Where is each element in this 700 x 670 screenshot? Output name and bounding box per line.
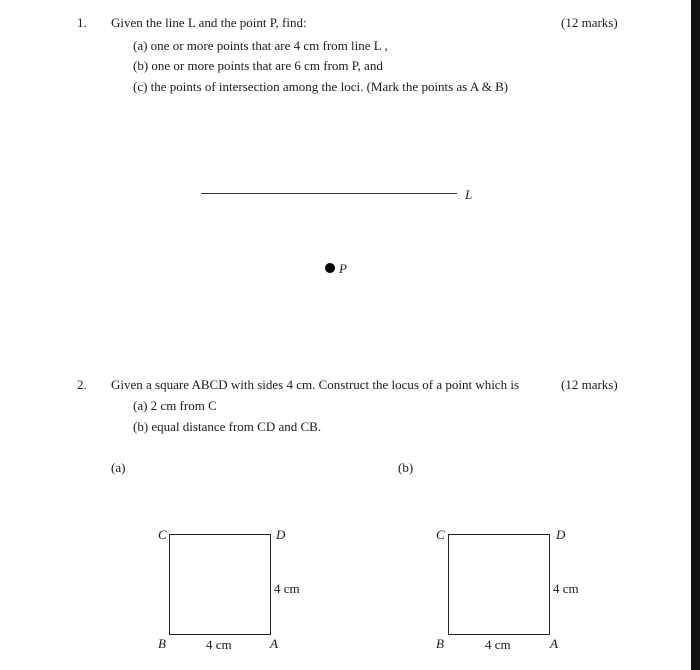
square-abcd-a — [169, 534, 271, 635]
line-l-label: L — [465, 187, 473, 202]
vertex-b-a: B — [158, 636, 166, 651]
vertex-b-b: B — [436, 636, 444, 651]
point-p — [325, 263, 335, 273]
q1-part-a: (a) one or more points that are 4 cm from line L , — [133, 38, 388, 53]
q1-part-c: (c) the points of intersection among the loci. (Mark the points as A & B) — [133, 79, 509, 94]
figure-a-label: (a) — [111, 460, 126, 475]
q1-part-b: (b) one or more points that are 6 cm from P, and — [133, 58, 383, 73]
square-abcd-b — [448, 534, 550, 635]
q2-part-a: (a) 2 cm from C — [133, 398, 217, 413]
q2-number: 2. — [77, 377, 87, 392]
vertex-a-b: A — [550, 636, 558, 651]
side-length-bottom-a: 4 cm — [206, 637, 232, 652]
vertex-d-a: D — [276, 527, 286, 542]
vertex-c-b: C — [436, 527, 445, 542]
vertex-c-a: C — [158, 527, 167, 542]
vertex-a-a: A — [270, 636, 278, 651]
point-p-label: P — [339, 261, 347, 276]
q1-marks: (12 marks) — [561, 15, 618, 30]
line-l — [201, 193, 457, 194]
vertex-d-b: D — [556, 527, 566, 542]
q1-stem: Given the line L and the point P, find: — [111, 15, 307, 30]
q2-marks: (12 marks) — [561, 377, 618, 392]
side-length-bottom-b: 4 cm — [485, 637, 511, 652]
right-edge-border — [691, 0, 700, 670]
figure-b-label: (b) — [398, 460, 414, 475]
q1-number: 1. — [77, 15, 87, 30]
q2-part-b: (b) equal distance from CD and CB. — [133, 419, 322, 434]
side-length-right-b: 4 cm — [553, 581, 579, 596]
side-length-right-a: 4 cm — [274, 581, 300, 596]
q2-stem: Given a square ABCD with sides 4 cm. Construct the locus of a point which is — [111, 377, 520, 392]
